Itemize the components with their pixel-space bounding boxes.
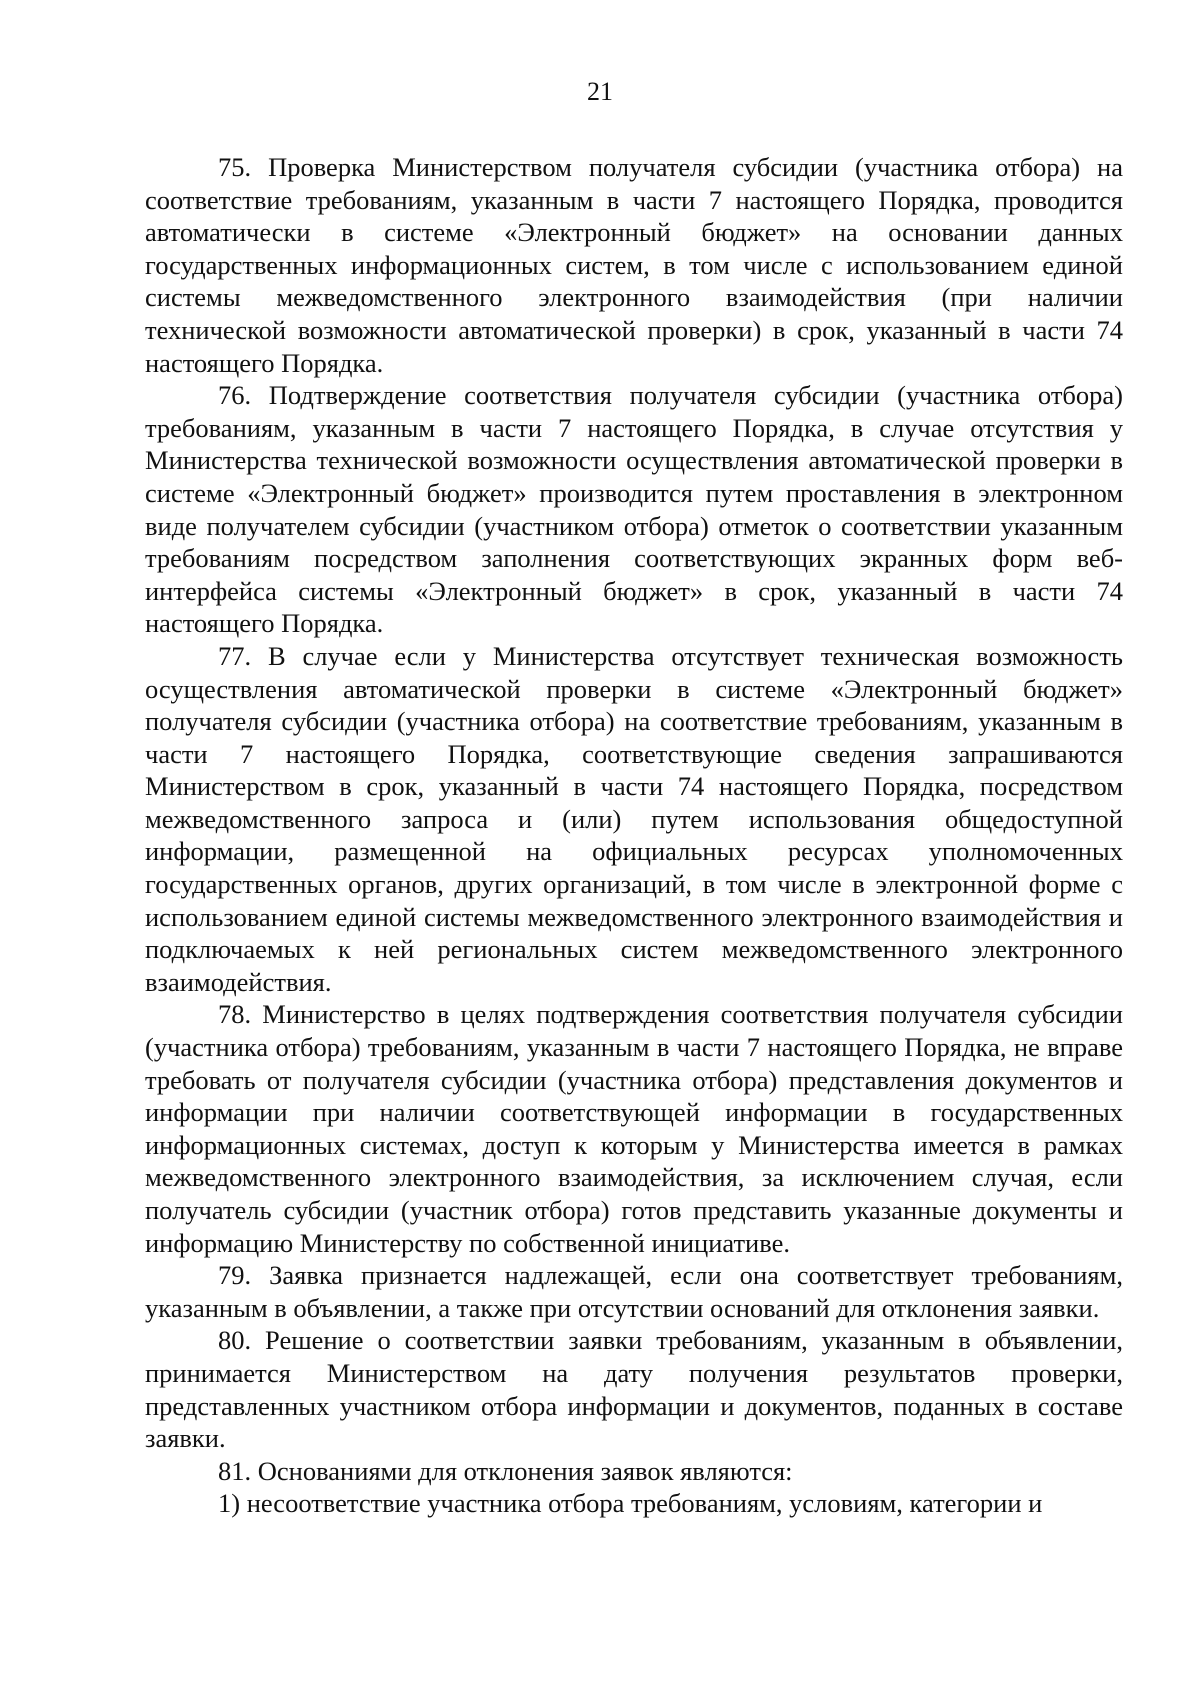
paragraph-76: 76. Подтверждение соответствия получателя субсидии (участника отбора) требованиям, указанным в части 7 настоящего Порядка, в случае отсутствия у Министерства технической возможности осуществления автоматической проверки в системе «Электронный бюджет» производится путем проставления в электронном виде получателем субсидии (участником отбора) отметок о соответствии указанным требованиям посредством заполнения соответствующих экранных форм веб-интерфейса системы «Электронный бюджет» в срок, указанный в части 74 настоящего Порядка. (145, 380, 1123, 639)
paragraph-77: 77. В случае если у Министерства отсутствует техническая возможность осуществления автоматической проверки в системе «Электронный бюджет» получателя субсидии (участника отбора) на соответствие требованиям, указанным в части 7 настоящего Порядка, соответствующие сведения запрашиваются Министерством в срок, указанный в части 74 настоящего Порядка, посредством межведомственного запроса и (или) путем использования общедоступной информации, размещенной на официальных ресурсах уполномоченных государственных органов, других организаций, в том числе в электронной форме с использованием единой системы межведомственного электронного взаимодействия и подключаемых к ней региональных систем межведомственного электронного взаимодействия. (145, 640, 1123, 997)
paragraph-81: 81. Основаниями для отклонения заявок являются: (218, 1455, 793, 1486)
paragraph-75: 75. Проверка Министерством получателя субсидии (участника отбора) на соответствие требованиям, указанным в части 7 настоящего Порядка, проводится автоматически в системе «Электронный бюджет» на основании данных государственных информационных систем, в том числе с использованием единой системы межведомственного электронного взаимодействия (при наличии технической возможности автоматической проверки) в срок, указанный в части 74 настоящего Порядка. (145, 152, 1123, 378)
document-body (145, 151, 1123, 1520)
paragraph-79: 79. Заявка признается надлежащей, если она соответствует требованиям, указанным в объявлении, а также при отсутствии оснований для отклонения заявки. (145, 1260, 1123, 1323)
paragraph-78: 78. Министерство в целях подтверждения соответствия получателя субсидии (участника отбора) требованиям, указанным в части 7 настоящего Порядка, не вправе требовать от получателя субсидии (участника отбора) представления документов и информации при наличии соответствующей информации в государственных информационных системах, доступ к которым у Министерства имеется в рамках межведомственного электронного взаимодействия, за исключением случая, если получатель субсидии (участник отбора) готов представить указанные документы и информацию Министерству по собственной инициативе. (145, 999, 1123, 1258)
paragraph-80: 80. Решение о соответствии заявки требованиям, указанным в объявлении, принимается Министерством на дату получения результатов проверки, представленных участником отбора информации и документов, поданных в составе заявки. (145, 1325, 1123, 1454)
list-item-1: 1) несоответствие участника отбора требованиям, условиям, категории и (218, 1488, 1043, 1519)
page-number: 21 (587, 77, 613, 106)
